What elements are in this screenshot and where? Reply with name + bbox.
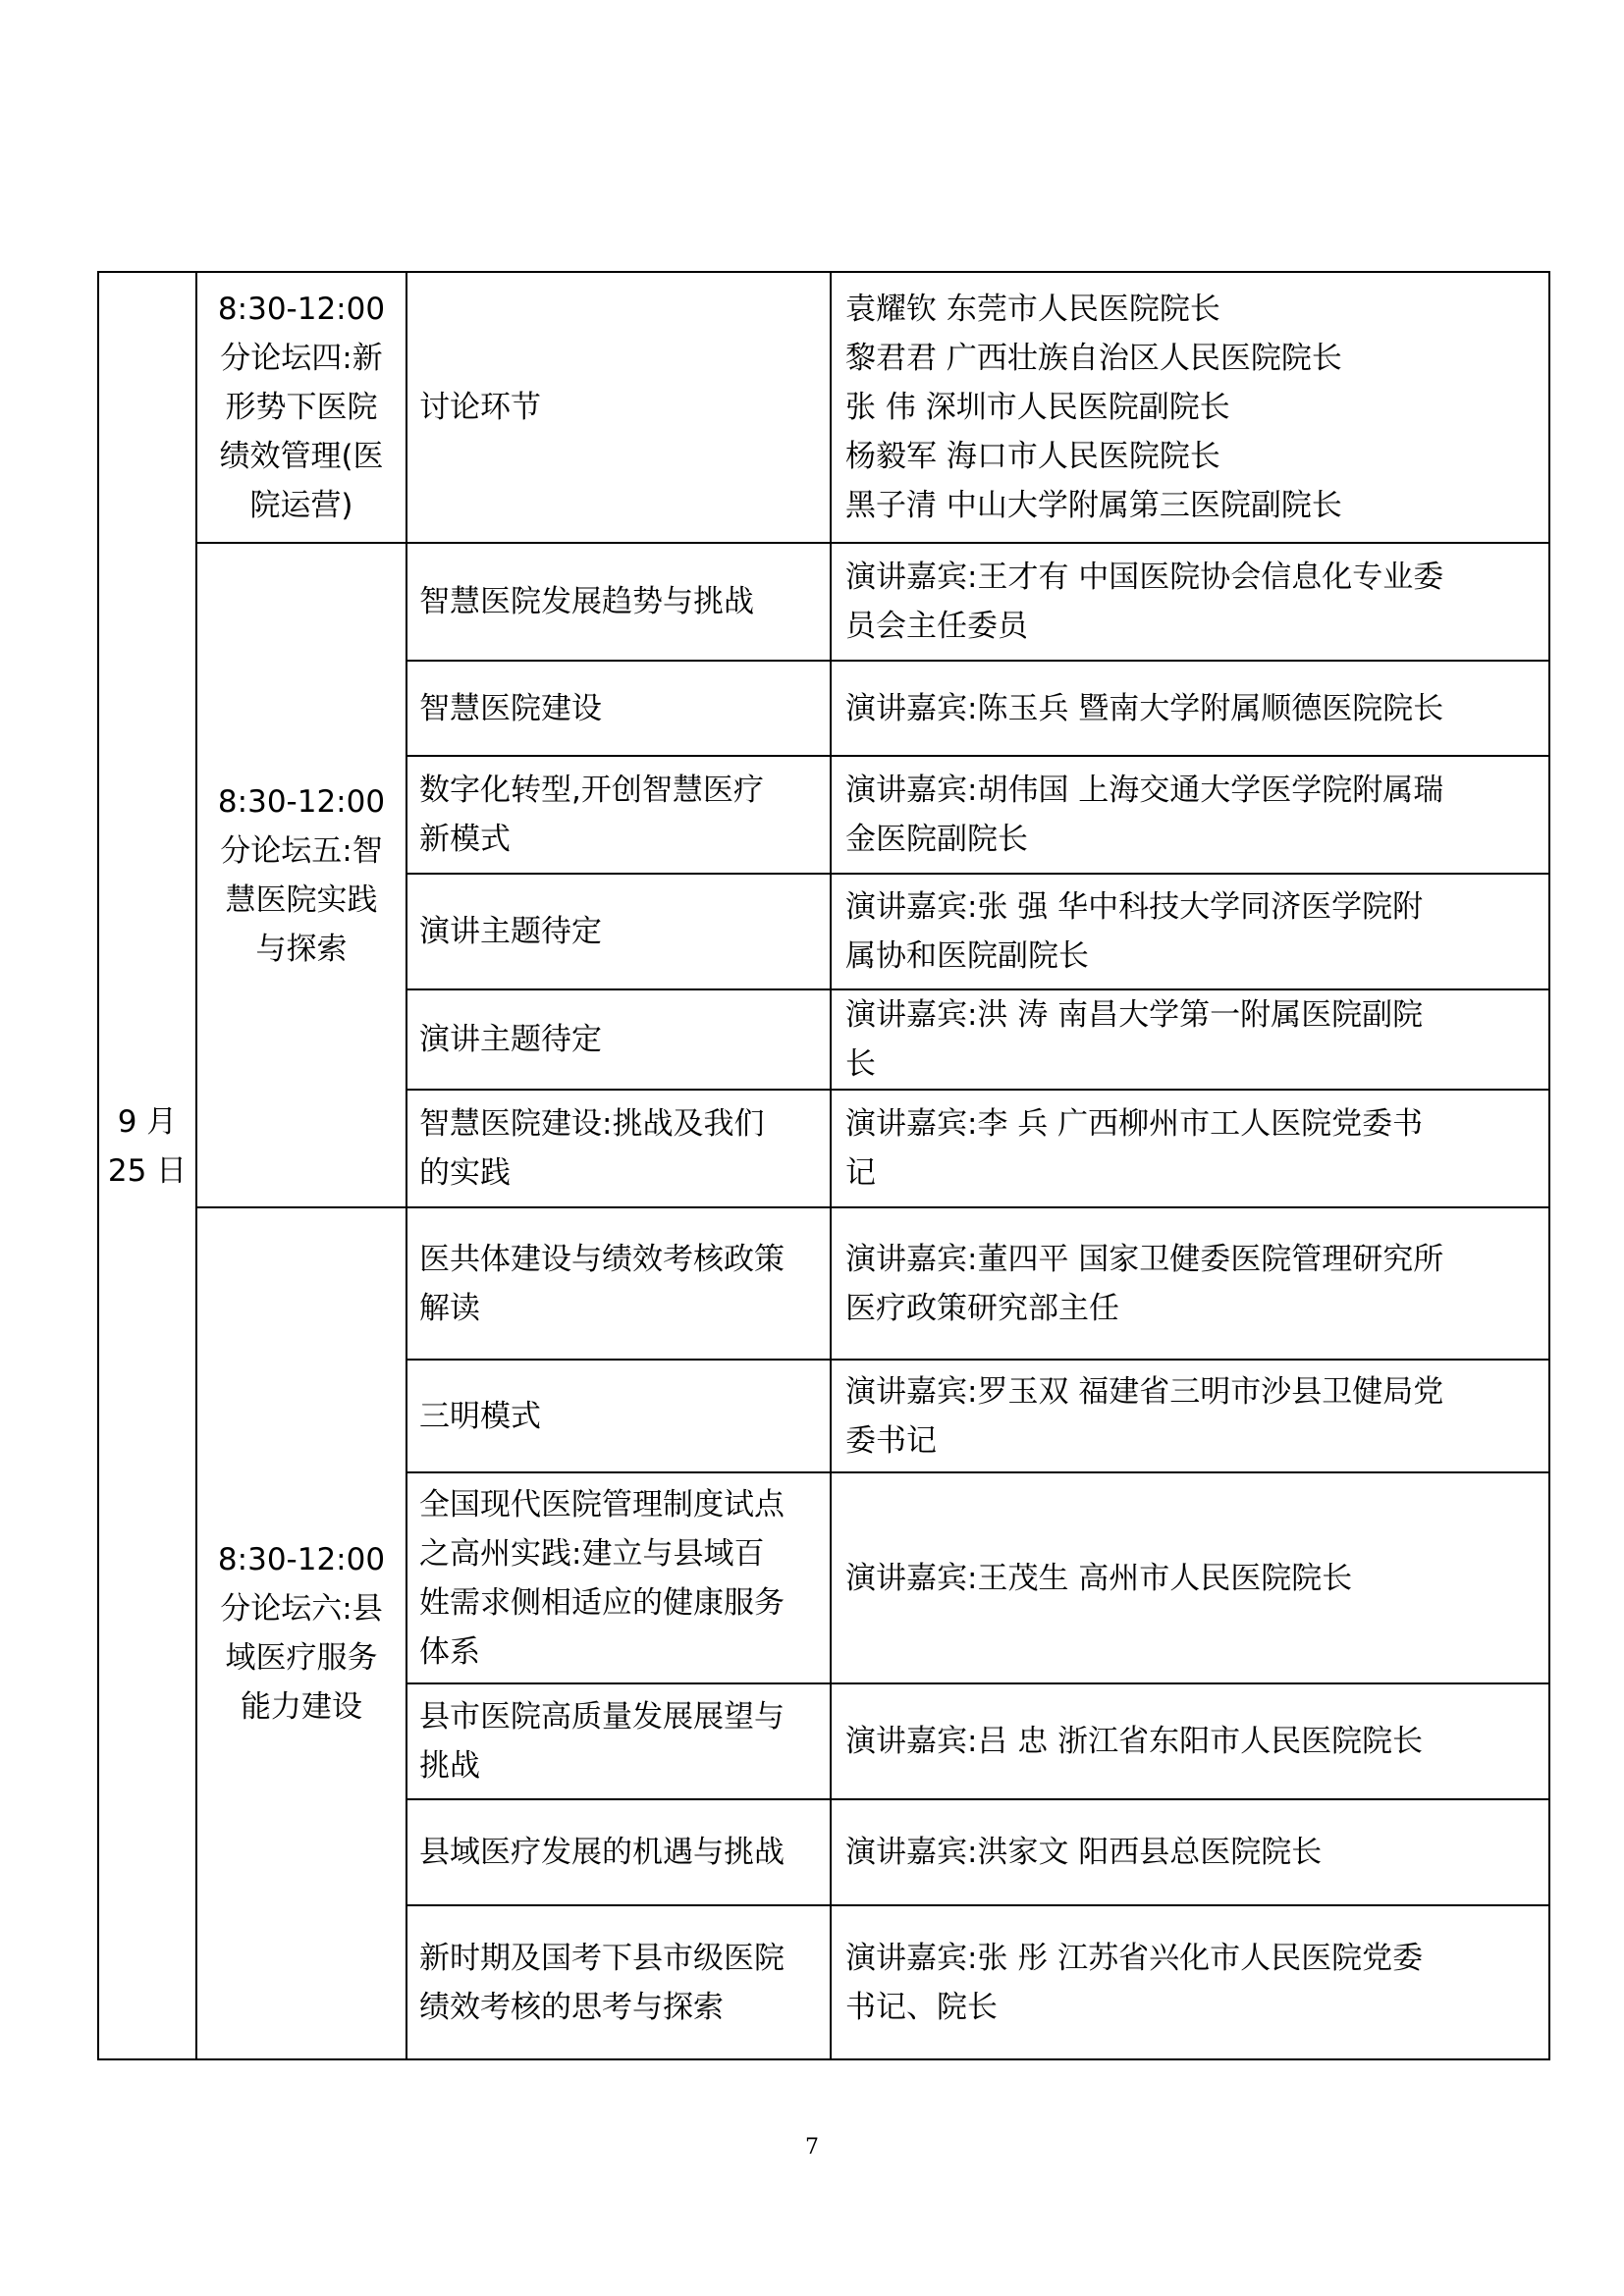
text-line: 演讲嘉宾:吕 忠 浙江省东阳市人民医院院长 — [845, 1724, 1424, 1759]
speaker-cell — [831, 661, 1549, 756]
text-line: 解读 — [419, 1290, 480, 1326]
text-line: 员会主任委员 — [845, 609, 1028, 644]
text-line: 演讲嘉宾:李 兵 广西柳州市工人医院党委书 — [845, 1106, 1424, 1142]
text-line: 新模式 — [419, 822, 511, 857]
speaker-cell — [831, 989, 1549, 1090]
speaker-cell — [831, 543, 1549, 661]
text-line: 分论坛六:县 — [220, 1591, 383, 1627]
text-line: 之高州实践:建立与县域百 — [419, 1535, 765, 1572]
topic-cell — [406, 661, 831, 756]
topic-cell — [406, 1683, 831, 1799]
text-line: 与探索 — [255, 931, 348, 967]
text-line: 演讲嘉宾:王茂生 高州市人民医院院长 — [845, 1560, 1353, 1596]
text-line: 挑战 — [419, 1748, 480, 1784]
table-row — [98, 1207, 1549, 1360]
date-line: 9 月 — [117, 1103, 178, 1140]
topic-cell — [406, 1360, 831, 1472]
topic-cell — [406, 756, 831, 874]
text-line: 智慧医院建设 — [419, 690, 602, 726]
text-line: 县市医院高质量发展展望与 — [419, 1699, 785, 1735]
text-line: 演讲嘉宾:张 彤 江苏省兴化市人民医院党委 — [845, 1940, 1424, 1976]
text-line: 慧医院实践 — [225, 881, 378, 918]
text-line: 演讲嘉宾:陈玉兵 暨南大学附属顺德医院院长 — [845, 690, 1444, 726]
text-line: 绩效考核的思考与探索 — [419, 1989, 724, 2025]
topic-cell — [406, 1090, 831, 1207]
text-line: 演讲嘉宾:张 强 华中科技大学同济医学院附 — [845, 889, 1424, 925]
text-line: 演讲嘉宾:洪家文 阳西县总医院院长 — [845, 1835, 1323, 1870]
text-line: 演讲嘉宾:胡伟国 上海交通大学医学院附属瑞 — [845, 773, 1444, 808]
text-line: 院运营) — [249, 488, 353, 523]
text-line: 数字化转型,开创智慧医疗 — [419, 773, 764, 808]
topic-cell — [406, 1472, 831, 1683]
date-cell — [98, 272, 196, 2059]
text-line: 全国现代医院管理制度试点 — [419, 1486, 785, 1522]
text-line: 委书记 — [845, 1422, 937, 1459]
text-line: 8:30-12:00 — [217, 783, 386, 820]
table-row — [98, 272, 1549, 543]
topic-cell — [406, 1799, 831, 1905]
forum-cell — [196, 543, 406, 1207]
speaker-cell — [831, 1683, 1549, 1799]
text-line: 三明模式 — [419, 1398, 541, 1434]
topic-cell — [406, 989, 831, 1090]
topic-cell — [406, 543, 831, 661]
text-line: 黎君君 广西壮族自治区人民医院院长 — [845, 341, 1342, 376]
text-line: 分论坛四:新 — [220, 341, 383, 376]
text-line: 演讲嘉宾:罗玉双 福建省三明市沙县卫健局党 — [845, 1373, 1444, 1410]
table-row — [98, 543, 1549, 661]
topic-cell — [406, 1905, 831, 2059]
text-line: 姓需求侧相适应的健康服务 — [419, 1584, 785, 1621]
text-line: 演讲主题待定 — [419, 914, 602, 949]
speaker-cell — [831, 756, 1549, 874]
topic-cell — [406, 1207, 831, 1360]
text-line: 讨论环节 — [419, 390, 541, 425]
text-line: 书记、院长 — [845, 1989, 998, 2025]
text-line: 县域医疗发展的机遇与挑战 — [419, 1835, 785, 1870]
text-line: 能力建设 — [241, 1689, 362, 1725]
text-line: 属协和医院副院长 — [845, 938, 1089, 974]
text-line: 医共体建设与绩效考核政策 — [419, 1241, 785, 1277]
speaker-cell — [831, 1799, 1549, 1905]
text-line: 医疗政策研究部主任 — [845, 1290, 1119, 1326]
text-line: 绩效管理(医 — [219, 439, 384, 474]
topic-cell — [406, 272, 831, 543]
page-number: 7 — [805, 2135, 819, 2160]
text-line: 分论坛五:智 — [220, 832, 383, 869]
speaker-cell — [831, 1905, 1549, 2059]
text-line: 智慧医院建设:挑战及我们 — [419, 1106, 765, 1142]
text-line: 记 — [845, 1155, 876, 1191]
text-line: 演讲嘉宾:王才有 中国医院协会信息化专业委 — [845, 560, 1444, 595]
text-line: 长 — [845, 1046, 876, 1082]
text-line: 体系 — [419, 1633, 480, 1670]
speaker-cell — [831, 1090, 1549, 1207]
schedule-table — [97, 271, 1550, 2060]
speaker-cell — [831, 1207, 1549, 1360]
text-line: 形势下医院 — [225, 390, 378, 425]
text-line: 的实践 — [419, 1155, 511, 1191]
speaker-cell — [831, 1472, 1549, 1683]
text-line: 演讲主题待定 — [419, 1022, 602, 1057]
text-line: 8:30-12:00 — [217, 1542, 386, 1577]
text-line: 新时期及国考下县市级医院 — [419, 1940, 785, 1976]
text-line: 8:30-12:00 — [217, 292, 386, 327]
text-line: 袁耀钦 东莞市人民医院院长 — [845, 292, 1220, 327]
text-line: 金医院副院长 — [845, 822, 1028, 857]
text-line: 杨毅军 海口市人民医院院长 — [845, 439, 1220, 474]
speaker-cell — [831, 1360, 1549, 1472]
forum-cell — [196, 1207, 406, 2059]
text-line: 演讲嘉宾:洪 涛 南昌大学第一附属医院副院 — [845, 997, 1424, 1033]
text-line: 演讲嘉宾:董四平 国家卫健委医院管理研究所 — [845, 1241, 1444, 1277]
text-line: 域医疗服务 — [225, 1640, 378, 1676]
text-line: 黑子清 中山大学附属第三医院副院长 — [845, 488, 1342, 523]
text-line: 张 伟 深圳市人民医院副院长 — [845, 390, 1230, 425]
speaker-cell — [831, 272, 1549, 543]
speaker-cell — [831, 874, 1549, 989]
topic-cell — [406, 874, 831, 989]
text-line: 智慧医院发展趋势与挑战 — [419, 584, 754, 619]
forum-cell — [196, 272, 406, 543]
date-line: 25 日 — [107, 1152, 188, 1189]
